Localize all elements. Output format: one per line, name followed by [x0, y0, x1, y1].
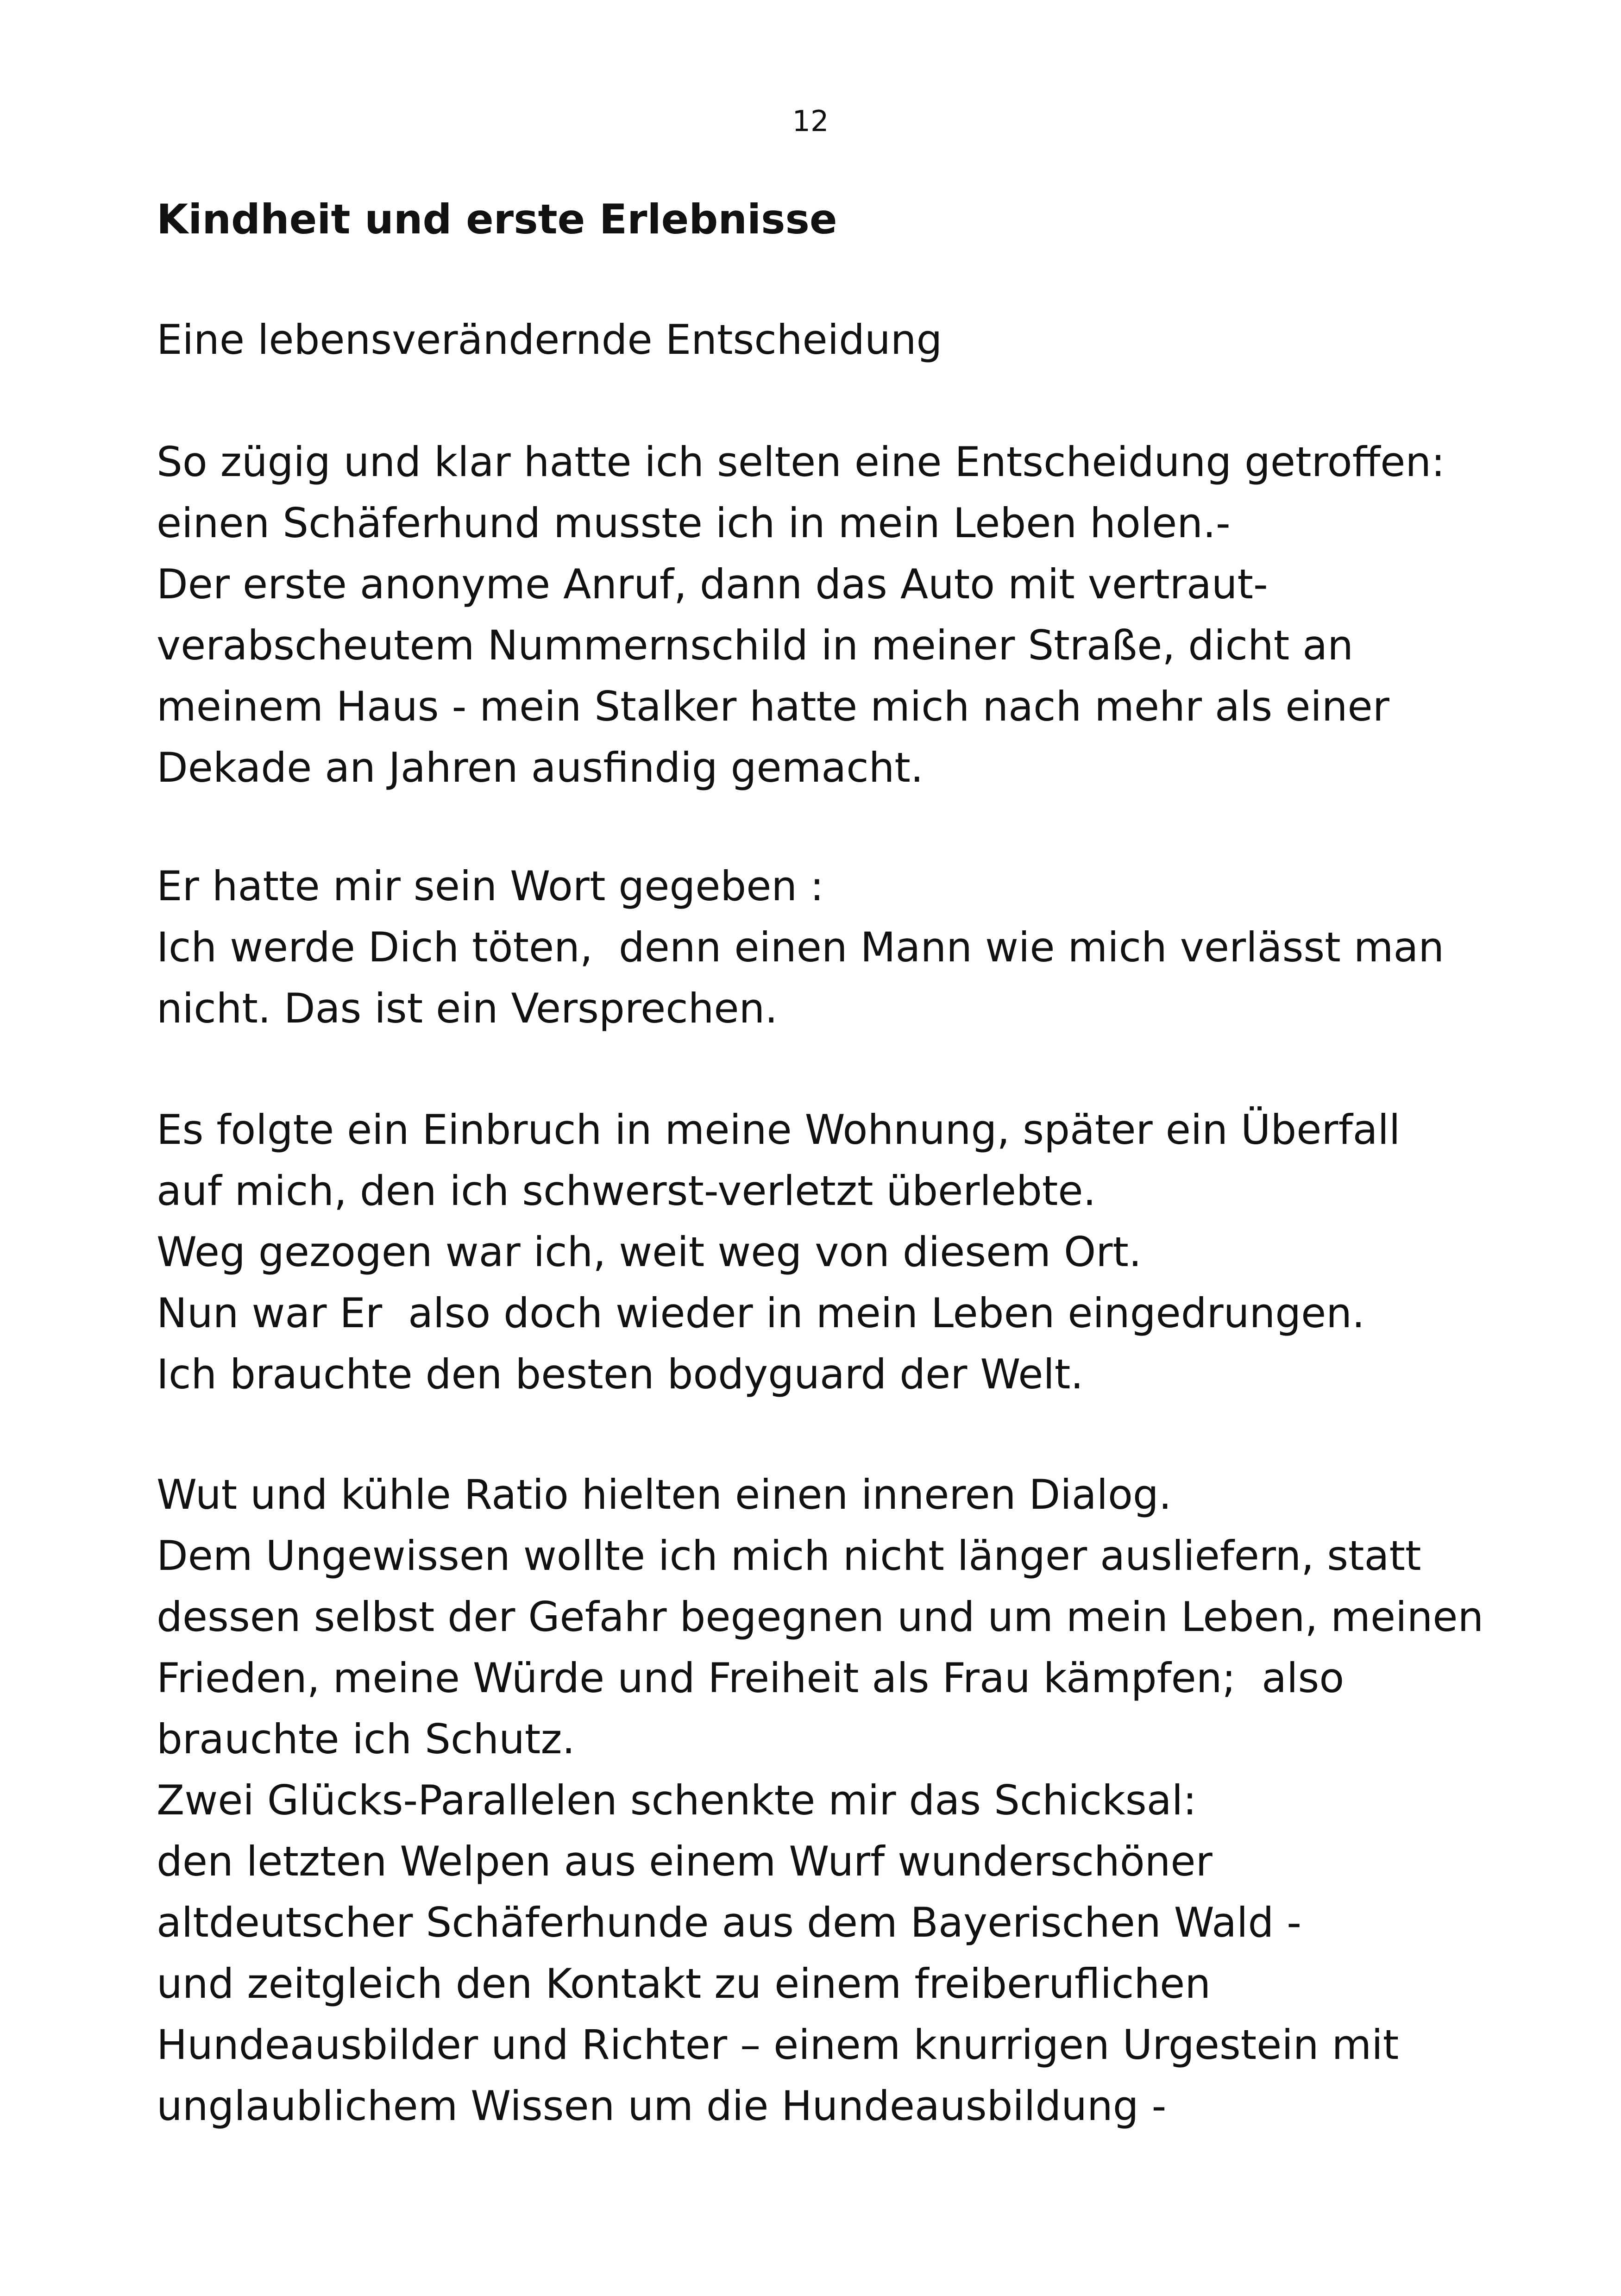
- text-line: den letzten Welpen aus einem Wurf wunderschöner: [157, 1838, 1213, 1885]
- text-line: Ich werde Dich töten, denn einen Mann wie mich verlässt man: [157, 923, 1445, 971]
- text-line: Frieden, meine Würde und Freiheit als Frau kämpfen; also: [157, 1654, 1345, 1702]
- text-line: Nun war Er also doch wieder in mein Leben eingedrungen.: [157, 1289, 1365, 1337]
- section-subheading: Eine lebensverändernde Entscheidung: [157, 316, 942, 364]
- paragraph-3: [157, 1099, 1546, 1405]
- text-line: einen Schäferhund musste ich in mein Leben holen.-: [157, 499, 1231, 547]
- text-line: nicht. Das ist ein Versprechen.: [157, 985, 778, 1032]
- paragraph-4: [157, 1464, 1546, 2137]
- text-line: verabscheutem Nummernschild in meiner Straße, dicht an: [157, 621, 1353, 669]
- text-line: Hundeausbilder und Richter – einem knurrigen Urgestein mit: [157, 2021, 1399, 2069]
- text-line: unglaublichem Wissen um die Hundeausbildung -: [157, 2082, 1167, 2130]
- text-line: meinem Haus - mein Stalker hatte mich nach mehr als einer: [157, 683, 1389, 730]
- text-line: altdeutscher Schäferhunde aus dem Bayerischen Wald -: [157, 1899, 1302, 1946]
- paragraph-2: [157, 856, 1546, 1039]
- text-line: Dekade an Jahren ausfindig gemacht.: [157, 744, 924, 791]
- text-line: Zwei Glücks-Parallelen schenkte mir das Schicksal:: [157, 1776, 1197, 1824]
- text-line: Es folgte ein Einbruch in meine Wohnung, später ein Überfall: [157, 1106, 1401, 1154]
- text-line: Der erste anonyme Anruf, dann das Auto mit vertraut-: [157, 560, 1268, 608]
- text-line: und zeitgleich den Kontakt zu einem freiberuflichen: [157, 1960, 1211, 2007]
- text-line: So zügig und klar hatte ich selten eine Entscheidung getroffen:: [157, 438, 1445, 486]
- text-line: brauchte ich Schutz.: [157, 1715, 575, 1763]
- text-line: Er hatte mir sein Wort gegeben :: [157, 862, 824, 910]
- paragraph-1: [157, 432, 1546, 798]
- text-line: Wut und kühle Ratio hielten einen inneren Dialog.: [157, 1471, 1172, 1518]
- page-number: 12: [792, 104, 829, 138]
- text-line: auf mich, den ich schwerst-verletzt überlebte.: [157, 1167, 1096, 1215]
- text-line: Weg gezogen war ich, weit weg von diesem Ort.: [157, 1228, 1142, 1276]
- text-line: Dem Ungewissen wollte ich mich nicht länger ausliefern, statt: [157, 1532, 1421, 1580]
- text-line: dessen selbst der Gefahr begegnen und um mein Leben, meinen: [157, 1593, 1484, 1641]
- text-line: Ich brauchte den besten bodyguard der Welt.: [157, 1350, 1084, 1398]
- chapter-heading: Kindheit und erste Erlebnisse: [157, 195, 837, 243]
